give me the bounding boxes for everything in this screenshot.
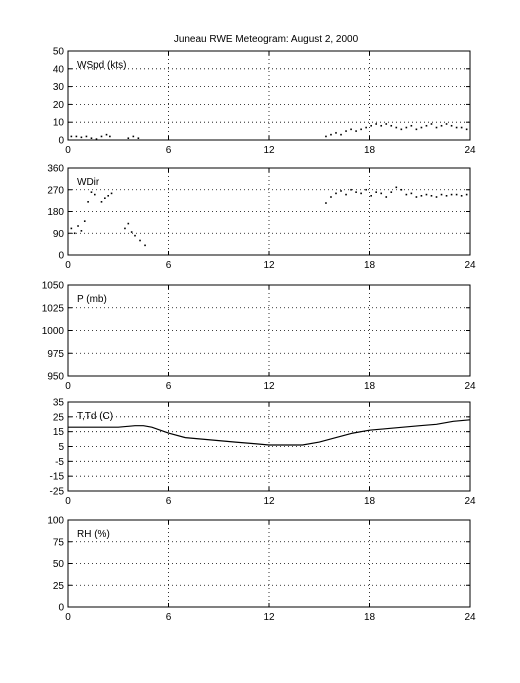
data-point	[96, 138, 98, 140]
y-tick-label: 0	[58, 602, 64, 614]
data-point	[411, 125, 413, 127]
data-point	[81, 230, 83, 232]
y-tick-label: 25	[52, 412, 64, 424]
panels-group	[42, 47, 476, 624]
x-tick-label: 24	[464, 381, 476, 392]
data-point	[350, 129, 352, 131]
data-point	[390, 191, 392, 193]
x-tick-label: 6	[165, 145, 172, 156]
data-point	[81, 137, 83, 139]
data-point	[380, 193, 382, 195]
data-point	[411, 193, 413, 195]
y-tick-label: 1025	[41, 303, 64, 315]
data-point	[385, 123, 387, 125]
data-point	[74, 232, 76, 234]
data-point	[340, 190, 342, 192]
x-tick-label: 0	[65, 381, 71, 392]
x-tick-label: 0	[65, 612, 71, 623]
panel-label: RH (%)	[77, 529, 110, 540]
data-point	[134, 235, 136, 237]
y-tick-label: 90	[52, 228, 64, 240]
data-point	[106, 134, 108, 136]
y-tick-label: 10	[52, 117, 64, 129]
x-tick-label: 18	[363, 496, 376, 507]
panel-label: T,Td (C)	[77, 411, 114, 422]
panel-label: P (mb)	[77, 294, 107, 305]
data-point	[131, 231, 133, 233]
panel-label: WSpd (kts)	[77, 60, 127, 71]
data-point	[107, 195, 109, 197]
data-point	[401, 129, 403, 131]
y-tick-label: 50	[52, 559, 64, 570]
data-point	[128, 137, 130, 139]
panel-3	[42, 281, 476, 393]
y-tick-label: 40	[52, 64, 64, 76]
y-tick-label: 360	[47, 163, 64, 175]
data-point	[461, 127, 463, 129]
x-tick-label: 0	[65, 260, 71, 271]
data-point	[335, 132, 337, 134]
panel-5	[47, 516, 476, 624]
figure-title: Juneau RWE Meteogram: August 2, 2000	[173, 34, 359, 45]
data-point	[101, 136, 103, 138]
x-tick-label: 18	[363, 145, 376, 156]
data-point	[406, 127, 408, 129]
data-point	[325, 202, 327, 204]
data-point	[466, 194, 468, 196]
x-tick-label: 24	[464, 260, 476, 271]
data-point	[104, 197, 106, 199]
data-point	[144, 245, 146, 247]
y-tick-label: 25	[52, 580, 64, 592]
data-point	[101, 201, 103, 203]
data-point	[360, 129, 362, 131]
data-point	[138, 137, 140, 139]
panel-label: WDir	[77, 177, 100, 188]
y-tick-label: -5	[55, 456, 64, 468]
data-point	[446, 123, 448, 125]
data-point	[426, 125, 428, 127]
x-tick-label: 6	[165, 381, 172, 392]
data-point	[431, 195, 433, 197]
data-point	[461, 195, 463, 197]
y-tick-label: 1050	[41, 280, 64, 292]
data-point	[436, 196, 438, 198]
data-point	[325, 136, 327, 138]
x-tick-label: 0	[65, 496, 71, 507]
x-tick-label: 18	[363, 612, 376, 623]
data-point	[370, 125, 372, 127]
data-point	[71, 136, 73, 138]
y-tick-label: 50	[52, 46, 64, 58]
x-tick-label: 12	[263, 496, 275, 507]
y-tick-label: 180	[47, 207, 64, 218]
data-point	[365, 127, 367, 129]
data-point	[456, 194, 458, 196]
data-point	[416, 129, 418, 131]
data-point	[76, 136, 78, 138]
data-point	[365, 189, 367, 191]
data-point	[330, 196, 332, 198]
data-point	[416, 196, 418, 198]
data-point	[401, 189, 403, 191]
y-tick-label: 270	[47, 185, 64, 197]
data-point	[340, 134, 342, 136]
data-point	[111, 193, 113, 195]
y-tick-label: 0	[58, 135, 64, 147]
x-tick-label: 6	[165, 260, 172, 271]
data-point	[451, 125, 453, 127]
data-point	[91, 137, 93, 139]
data-point	[77, 225, 79, 227]
data-point	[426, 194, 428, 196]
data-point	[330, 134, 332, 136]
panel-1	[53, 47, 476, 157]
data-point	[375, 191, 377, 193]
data-point	[87, 201, 89, 203]
y-tick-label: -25	[49, 486, 64, 498]
data-point	[390, 125, 392, 127]
data-point	[385, 196, 387, 198]
x-tick-label: 12	[263, 260, 275, 271]
y-tick-label: 5	[58, 442, 64, 453]
data-point	[370, 195, 372, 197]
data-point	[380, 125, 382, 127]
y-tick-label: 950	[47, 371, 64, 383]
data-point	[436, 127, 438, 129]
x-tick-label: 6	[165, 496, 172, 507]
data-point	[86, 136, 88, 138]
x-tick-label: 18	[363, 381, 376, 392]
data-point	[441, 125, 443, 127]
data-point	[375, 123, 377, 125]
y-tick-label: 1000	[41, 326, 64, 337]
data-point	[431, 123, 433, 125]
data-point	[128, 223, 130, 225]
data-point	[124, 228, 126, 230]
y-tick-label: 30	[52, 82, 64, 94]
x-tick-label: 24	[464, 496, 476, 507]
data-point	[421, 195, 423, 197]
y-tick-label: 0	[58, 250, 64, 262]
data-point	[355, 130, 357, 132]
y-tick-label: 100	[47, 515, 64, 527]
data-point	[133, 136, 135, 138]
data-point	[109, 136, 111, 138]
data-point	[350, 189, 352, 191]
x-tick-label: 24	[464, 145, 476, 156]
data-point	[396, 127, 398, 129]
panel-4	[50, 398, 476, 508]
data-point	[456, 127, 458, 129]
data-point	[441, 194, 443, 196]
data-point	[421, 127, 423, 129]
x-tick-label: 0	[65, 145, 71, 156]
data-point	[451, 194, 453, 196]
y-tick-label: 975	[47, 348, 64, 360]
data-point	[355, 191, 357, 193]
data-point	[345, 194, 347, 196]
x-tick-label: 24	[464, 612, 476, 623]
x-tick-label: 12	[263, 612, 275, 623]
y-tick-label: 35	[52, 397, 64, 409]
data-point	[335, 193, 337, 195]
data-point	[91, 191, 93, 193]
y-tick-label: 75	[52, 537, 64, 549]
y-tick-label: 20	[52, 99, 64, 111]
data-point	[466, 129, 468, 131]
x-tick-label: 12	[263, 145, 275, 156]
data-point	[345, 130, 347, 132]
data-point	[406, 194, 408, 196]
x-tick-label: 6	[165, 612, 172, 623]
data-point	[139, 240, 141, 242]
data-point	[360, 193, 362, 195]
data-point	[396, 187, 398, 189]
x-tick-label: 18	[363, 260, 376, 271]
data-point	[94, 194, 96, 196]
data-point	[446, 195, 448, 197]
data-point	[71, 228, 73, 230]
y-tick-label: 15	[52, 427, 64, 439]
panel-2	[47, 164, 476, 272]
data-point	[84, 220, 86, 222]
x-tick-label: 12	[263, 381, 275, 392]
y-tick-label: -15	[49, 471, 64, 483]
